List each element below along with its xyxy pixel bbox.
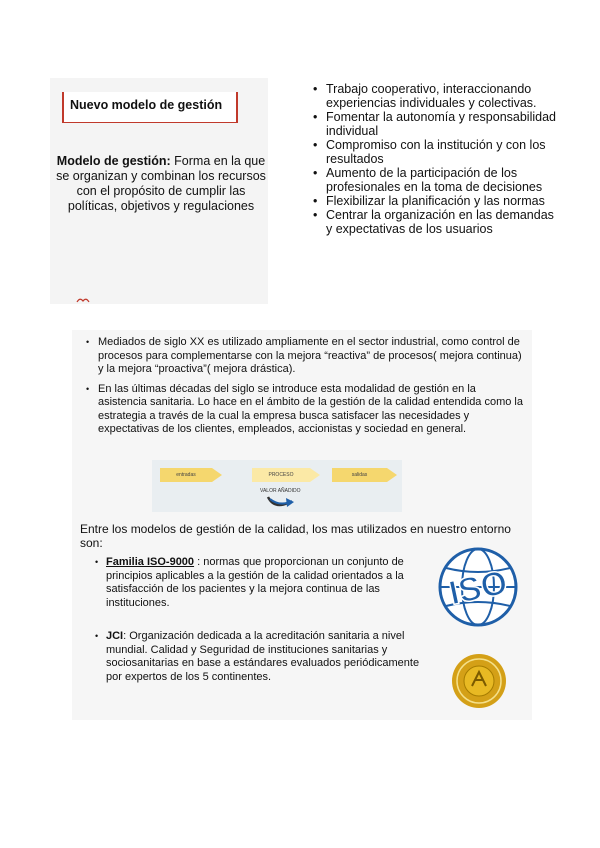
- corner-logo-icon: [76, 296, 90, 304]
- process-step-output: salidas: [332, 468, 387, 482]
- jci-term: JCI: [106, 630, 124, 642]
- model-term: Modelo de gestión:: [56, 154, 171, 168]
- process-step-input: entradas: [160, 468, 212, 482]
- list-item: • Mediados de siglo XX es utilizado ampliamente en el sector industrial, como control de procesos para complementarse con la mejora “reactiva” de procesos( mejora continua) y la mejora “proactiva”( mejora drástica).: [84, 336, 524, 377]
- cycle-arrow-icon: [262, 493, 302, 509]
- list-item: [94, 556, 424, 610]
- slide-title: Nuevo modelo de gestión: [70, 98, 223, 112]
- jci-seal-icon: [450, 652, 508, 710]
- value-added-label: VALOR AÑADIDO: [260, 488, 301, 494]
- history-list: [84, 336, 524, 443]
- list-item: • Trabajo cooperativo, interaccionando experiencias individuales y colectivas.: [310, 82, 560, 110]
- list-item: • Centrar la organización en las demandas y expectativas de los usuarios: [310, 208, 560, 236]
- iso-term: Familia ISO-9000: [106, 556, 195, 568]
- list-item: • Fomentar la autonomía y responsabilidad individual: [310, 110, 560, 138]
- list-item: • Aumento de la participación de los profesionales en la toma de decisiones: [310, 166, 560, 194]
- process-diagram: [152, 460, 402, 512]
- process-step-process: PROCESO: [252, 468, 310, 482]
- list-item: • Flexibilizar la planificación y las normas: [310, 194, 560, 208]
- slide-calidad: [72, 330, 532, 720]
- model-text: Forma en la que se organizan y combinan los recursos con el propósito de cumplir las políticas, objetivos y regulaciones: [56, 154, 266, 213]
- models-intro: Entre los modelos de gestión de la calidad, los mas utilizados en nuestro entorno son:: [80, 522, 511, 550]
- iso-logo-text: ISO: [445, 563, 511, 613]
- jci-description: : Organización dedicada a la acreditación sanitaria a nivel mundial. Calidad y Seguridad de instituciones sanitarias y sociosanitarias en base a estándares evaluados periódicamente por expertos de los 5 continentes.: [106, 630, 420, 683]
- objectives-list: [310, 82, 560, 236]
- iso-logo-icon: [434, 546, 522, 628]
- quality-models-list: [94, 556, 424, 684]
- slide-nuevo-modelo: [50, 78, 560, 304]
- slide-title-box: [62, 92, 238, 123]
- iso-description: : normas que proporcionan un conjunto de principios aplicables a la gestión de la calidad orientados a la satisfacción de los pacientes y la mejora continua de las instituciones.: [106, 556, 404, 609]
- list-item: • Compromiso con la institución y con los resultados: [310, 138, 560, 166]
- list-item: [94, 630, 424, 684]
- list-item: • En las últimas décadas del siglo se introduce esta modalidad de gestión en la asistencia sanitaria. Lo hace en el ámbito de la gestión de la calidad entendida como la estrategia a través de la cual la empresa busca satisfacer las necesidades y expectativas de los clientes, empleados, accionistas y sociedad en general.: [84, 383, 524, 437]
- model-definition: [56, 154, 266, 214]
